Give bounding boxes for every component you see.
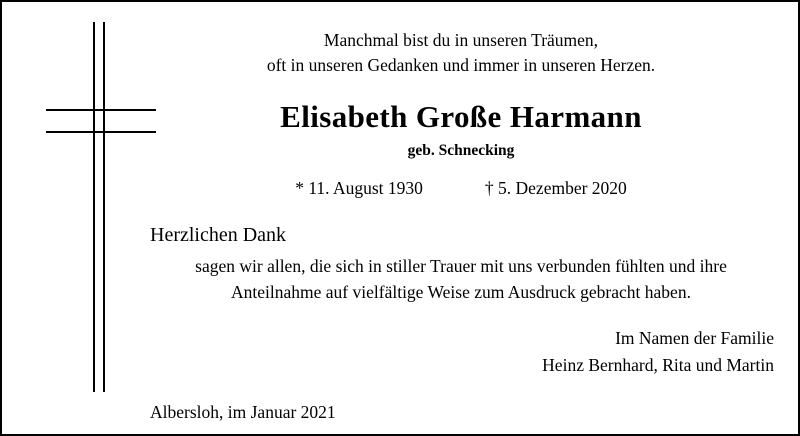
family-line-2: Heinz Bernhard, Rita und Martin bbox=[542, 355, 774, 376]
deceased-name: Elisabeth Große Harmann bbox=[280, 98, 642, 134]
death-date: † 5. Dezember 2020 bbox=[484, 177, 627, 198]
family-signature bbox=[142, 325, 780, 379]
maiden-name: geb. Schnecking bbox=[407, 141, 515, 159]
thanks-body bbox=[142, 253, 780, 306]
intro-line-1: Manchmal bist du in unseren Träumen, bbox=[323, 30, 599, 50]
family-line-1: Im Namen der Familie bbox=[615, 328, 774, 349]
place-and-date: Albersloh, im Januar 2021 bbox=[150, 401, 336, 422]
body-line-2: Anteilnahme auf vielfältige Weise zum Ausdruck gebracht haben. bbox=[231, 282, 691, 302]
notice-content bbox=[142, 2, 780, 434]
life-dates bbox=[142, 178, 780, 199]
intro-verse bbox=[142, 28, 780, 79]
intro-line-2: oft in unseren Gedanken und immer in unseren Herzen. bbox=[266, 55, 656, 76]
birth-date: * 11. August 1930 bbox=[295, 177, 423, 198]
body-line-1: sagen wir allen, die sich in stiller Trauer mit uns verbunden fühlten und ihre bbox=[195, 255, 727, 276]
cross-icon bbox=[46, 22, 156, 392]
thanks-heading: Herzlichen Dank bbox=[150, 223, 287, 246]
